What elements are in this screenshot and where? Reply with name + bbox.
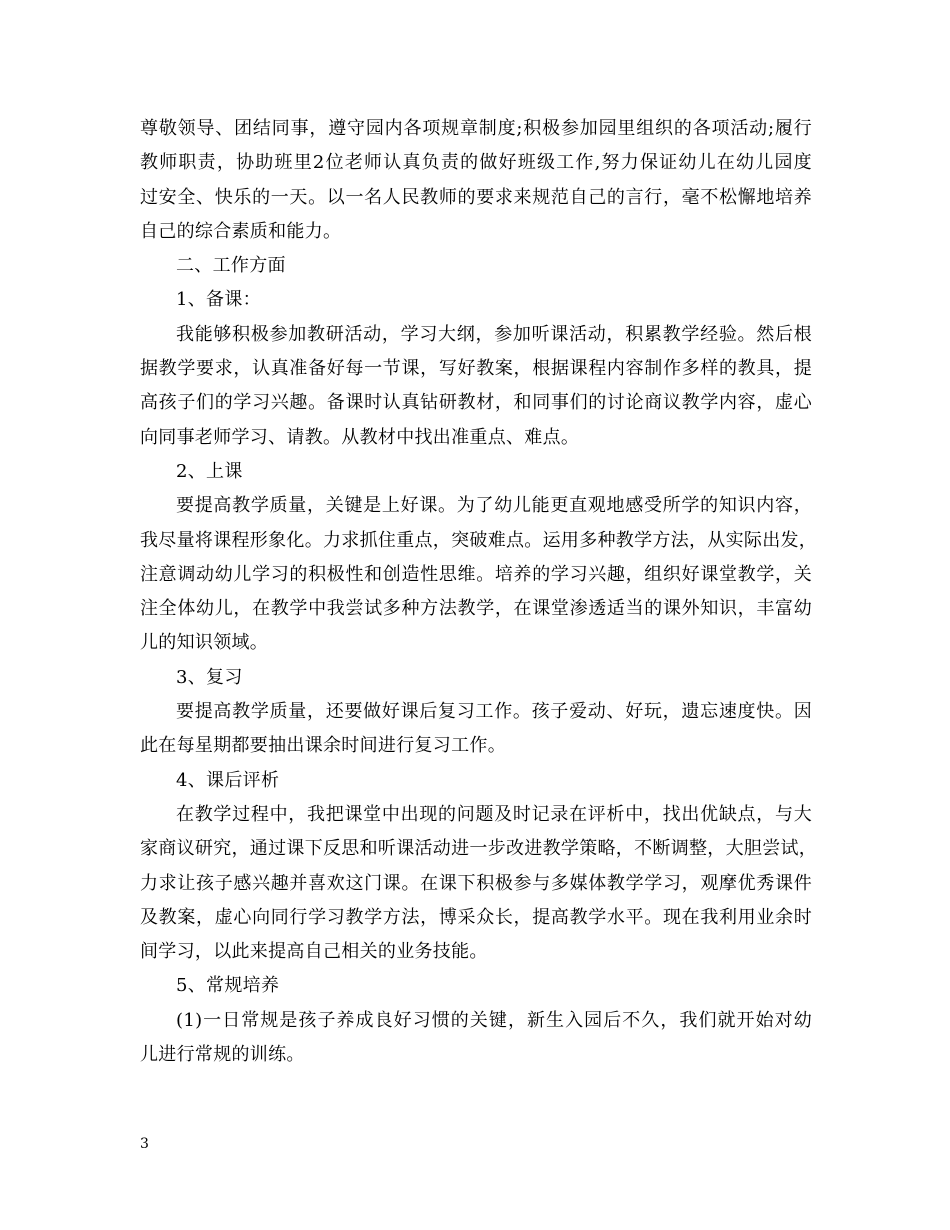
paragraph-p4 bbox=[140, 695, 812, 764]
text-line: 向同事老师学习、请教。从教材中找出准重点、难点。 bbox=[140, 426, 580, 448]
text-line: 儿的知识领域。 bbox=[140, 632, 269, 654]
text-line: 及教案，虚心向同行学习教学方法，博采众长，提高教学水平。现在我利用业余时 bbox=[140, 906, 812, 928]
paragraph-p3 bbox=[140, 489, 818, 660]
text-line: 5、常规培养 bbox=[176, 975, 280, 997]
paragraph-h2 bbox=[140, 249, 812, 283]
text-line: 注意调动幼儿学习的积极性和创造性思维。培养的学习兴趣，组织好课堂教学，关 bbox=[140, 563, 812, 585]
text-line: 3、复习 bbox=[176, 666, 243, 688]
paragraph-p2 bbox=[140, 318, 812, 455]
text-line: 教师职责，协助班里2位老师认真负责的做好班级工作,努力保证幼儿在幼儿园度 bbox=[140, 152, 812, 174]
text-line: 要提高教学质量，还要做好课后复习工作。孩子爱动、好玩，遗忘速度快。因 bbox=[176, 701, 812, 723]
text-line: 此在每星期都要抽出课余时间进行复习工作。 bbox=[140, 735, 506, 757]
paragraph-h2-1 bbox=[140, 283, 812, 317]
text-line: 要提高教学质量，关键是上好课。为了幼儿能更直观地感受所学的知识内容， bbox=[176, 495, 812, 517]
document-body bbox=[140, 112, 818, 1072]
text-line: (1)一日常规是孩子养成良好习惯的关键，新生入园后不久，我们就开始对幼 bbox=[176, 1009, 812, 1031]
text-line: 尊敬领导、团结同事，遵守园内各项规章制度;积极参加园里组织的各项活动;履行 bbox=[140, 118, 812, 139]
paragraph-p1 bbox=[140, 112, 812, 249]
text-line: 我能够积极参加教研活动，学习大纲，参加听课活动，积累教学经验。然后根 bbox=[176, 323, 812, 345]
text-line: 力求让孩子感兴趣并喜欢这门课。在课下积极参与多媒体教学学习，观摩优秀课件 bbox=[140, 872, 812, 894]
text-line: 注全体幼儿，在教学中我尝试多种方法教学，在课堂渗透适当的课外知识，丰富幼 bbox=[140, 598, 812, 620]
paragraph-p5 bbox=[140, 798, 818, 969]
text-line: 二、工作方面 bbox=[176, 255, 286, 277]
text-line: 高孩子们的学习兴趣。备课时认真钻研教材，和同事们的讨论商议教学内容，虚心 bbox=[140, 392, 812, 414]
page-number: 3 bbox=[140, 1136, 149, 1152]
text-line: 间学习，以此来提高自己相关的业务技能。 bbox=[140, 941, 488, 963]
paragraph-h2-2 bbox=[140, 455, 812, 489]
paragraph-h2-4 bbox=[140, 764, 812, 798]
text-line: 在教学过程中，我把课堂中出现的问题及时记录在评析中，找出优缺点，与大 bbox=[176, 803, 812, 825]
text-line: 自己的综合素质和能力。 bbox=[140, 220, 342, 242]
paragraph-h2-5 bbox=[140, 969, 812, 1003]
paragraph-p6 bbox=[140, 1004, 812, 1073]
text-line: 我尽量将课程形象化。力求抓住重点，突破难点。运用多种教学方法，从实际出发， bbox=[140, 529, 818, 551]
text-line: 过安全、快乐的一天。以一名人民教师的要求来规范自己的言行，毫不松懈地培养 bbox=[140, 186, 812, 208]
text-line: 1、备课： bbox=[176, 289, 261, 311]
paragraph-h2-3 bbox=[140, 661, 812, 695]
text-line: 家商议研究，通过课下反思和听课活动进一步改进教学策略，不断调整，大胆尝试， bbox=[140, 838, 818, 860]
text-line: 4、课后评析 bbox=[176, 769, 280, 791]
text-line: 据教学要求，认真准备好每一节课，写好教案，根据课程内容制作多样的教具，提 bbox=[140, 358, 812, 380]
text-line: 儿进行常规的训练。 bbox=[140, 1044, 305, 1066]
text-line: 2、上课 bbox=[176, 460, 243, 482]
